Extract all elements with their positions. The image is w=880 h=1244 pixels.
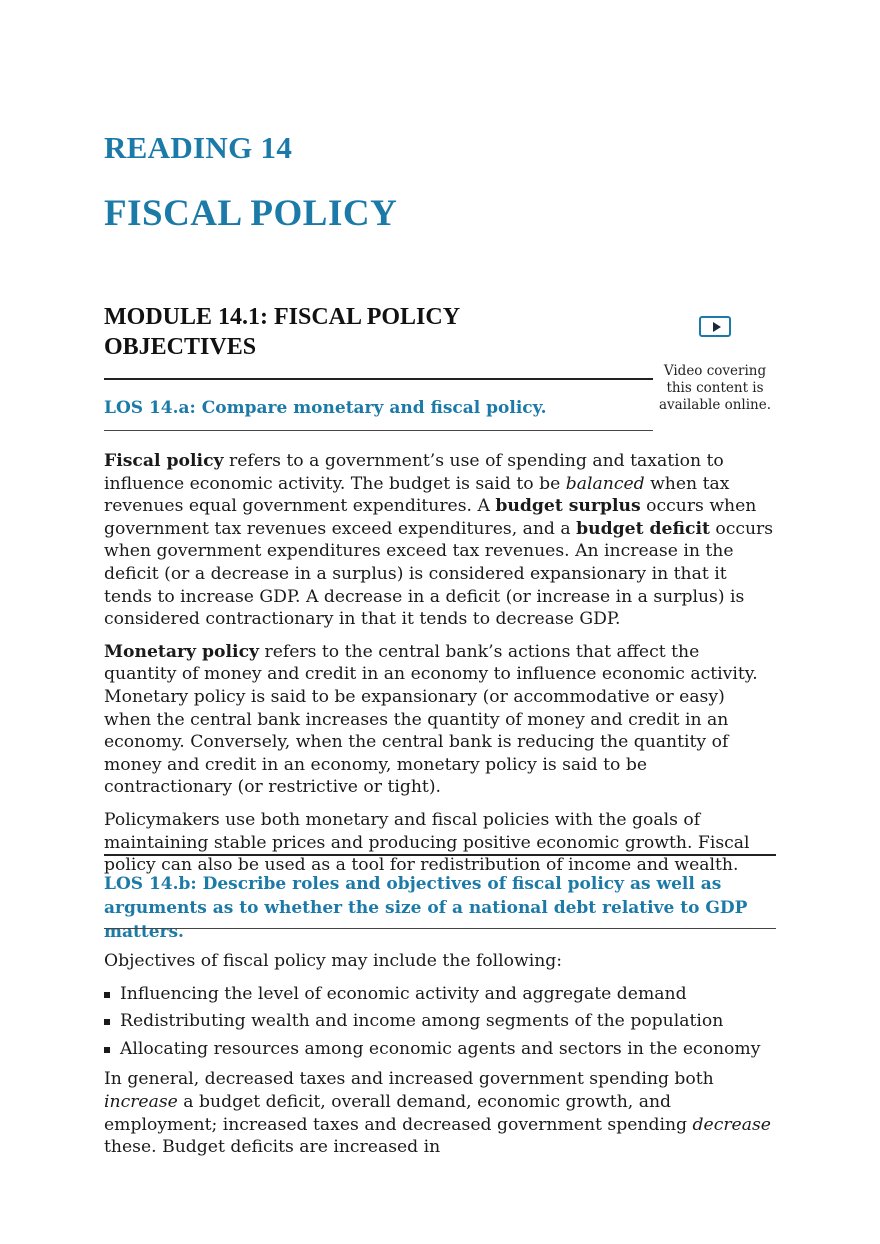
los-14b-heading: LOS 14.b: Describe roles and objectives of fiscal policy as well as arguments as to whether the size of a national debt relative to GDP matters. xyxy=(104,874,748,942)
divider xyxy=(104,430,653,431)
video-callout-text: Video covering this content is available online. xyxy=(658,363,772,413)
text-italic: increase xyxy=(104,1091,178,1112)
text: refers to a government’s use of spending and taxation to influence economic activity. The budget is said to be xyxy=(104,451,724,494)
objectives-section xyxy=(104,950,776,1159)
objectives-intro: Objectives of fiscal policy may include the following: xyxy=(104,951,563,971)
paragraph-monetary-policy xyxy=(104,641,776,799)
text: when tax revenues equal government expenditures. A xyxy=(104,473,730,517)
reading-title: FISCAL POLICY xyxy=(104,193,398,234)
text-italic: decrease xyxy=(692,1114,771,1135)
text: occurs when government expenditures exceed tax revenues. An increase in the deficit (or a decrease in a surplus) is considered expansionary in that it tends to increase GDP. A decrease in a deficit (or increase in a surplus) is considered contractionary in that it tends to decrease GDP. xyxy=(104,518,774,630)
paragraph-fiscal-policy xyxy=(104,450,776,631)
text: these. Budget deficits are increased in xyxy=(104,1137,441,1158)
module-title: MODULE 14.1: FISCAL POLICY OBJECTIVES xyxy=(104,304,460,360)
divider xyxy=(104,928,776,929)
divider xyxy=(104,378,653,380)
main-text xyxy=(104,450,776,887)
term-monetary-policy: Monetary policy xyxy=(104,641,260,662)
text: refers to the central bank’s actions that affect the quantity of money and credit in an economy to influence economic activity. Monetary policy is said to be expansionary (or accommodative or easy) when the central bank increases the quantity of money and credit in an economy. Conversely, when the central bank is reducing the quantity of money and credit in an economy, monetary policy is said to be contractionary (or restrictive or tight). xyxy=(104,641,758,798)
video-callout[interactable] xyxy=(655,316,775,414)
term-budget-deficit: budget deficit xyxy=(576,518,710,539)
term-fiscal-policy: Fiscal policy xyxy=(104,451,224,471)
list-item: Redistributing wealth and income among segments of the population xyxy=(104,1010,776,1033)
text: In general, decreased taxes and increased government spending both xyxy=(104,1069,714,1090)
text-italic: balanced xyxy=(565,473,645,494)
text: occurs when government tax revenues exceed expenditures, and a xyxy=(104,496,757,539)
list-item: Allocating resources among economic agents and sectors in the economy xyxy=(104,1038,776,1061)
list-item: Influencing the level of economic activity and aggregate demand xyxy=(104,983,776,1006)
reading-number: READING 14 xyxy=(104,130,293,165)
paragraph-policymakers: Policymakers use both monetary and fiscal policies with the goals of maintaining stable prices and producing positive economic growth. Fiscal policy can also be used as a tool for redistribution of income and wealth. xyxy=(104,809,750,876)
term-budget-surplus: budget surplus xyxy=(495,496,641,517)
divider xyxy=(104,854,776,856)
text: a budget deficit, overall demand, economic growth, and employment; increased taxes and decreased government spending xyxy=(104,1091,693,1135)
objectives-list xyxy=(104,983,776,1061)
play-icon[interactable] xyxy=(699,316,731,337)
los-14a-heading: LOS 14.a: Compare monetary and fiscal policy. xyxy=(104,398,547,418)
paragraph-general xyxy=(104,1068,776,1158)
